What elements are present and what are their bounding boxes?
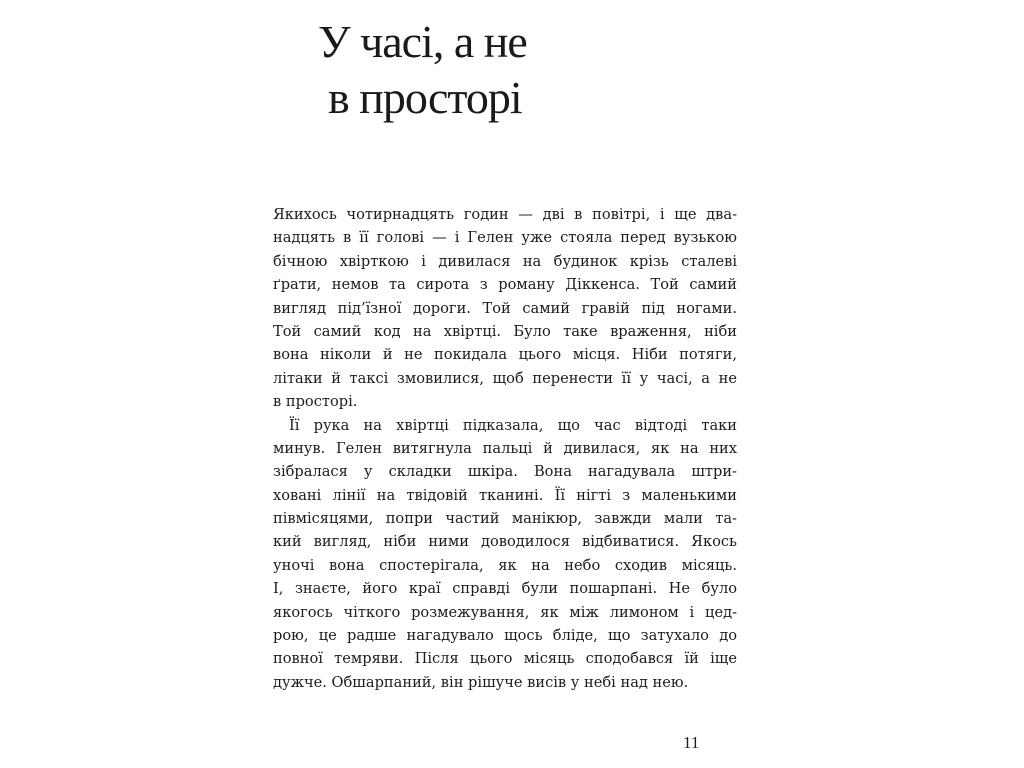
text-line: вона ніколи й не покидала цього місця. Ніби потяги, xyxy=(273,346,737,364)
text-line: зібралася у складки шкіра. Вона нагадувала штри- xyxy=(273,463,737,481)
text-line: ґрати, немов та сирота з роману Діккенса. Той самий xyxy=(273,276,737,294)
text-line: уночі вона спостерігала, як на небо сходив місяць. xyxy=(273,556,737,574)
text-line: Її рука на хвіртці підказала, що час відтоді таки xyxy=(289,416,737,434)
text-line: рою, це радше нагадувало щось бліде, що затухало до xyxy=(273,627,737,645)
text-line: якогось чіткого розмежування, як між лимоном і цед- xyxy=(273,603,737,621)
chapter-title-line-2: в просторі xyxy=(328,72,522,123)
body-text xyxy=(273,203,737,694)
paragraph-2 xyxy=(273,414,737,695)
text-line: бічною хвірткою і дивилася на будинок крізь сталеві xyxy=(273,252,737,270)
page-number: 11 xyxy=(683,733,700,752)
text-line: повної темряви. Після цього місяць сподобався їй іще xyxy=(273,650,737,668)
chapter-title-line-1: У часі, а не xyxy=(318,16,527,67)
text-line: кий вигляд, ніби ними доводилося відбиватися. Якось xyxy=(273,533,737,551)
text-line: Якихось чотирнадцять годин — дві в повітрі, і ще два- xyxy=(273,206,737,223)
text-line: дужче. Обшарпаний, він рішуче висів у небі над нею. xyxy=(273,673,689,691)
text-line: літаки й таксі змовилися, щоб перенести її у часі, а не xyxy=(273,369,737,387)
text-line: вигляд під’їзної дороги. Той самий гравій під ногами. xyxy=(273,299,737,317)
chapter-title xyxy=(318,14,527,126)
paragraph-1 xyxy=(273,203,737,414)
text-line: ховані лінії на твідовій тканині. Її нігті з маленькими xyxy=(273,486,737,504)
text-line: надцять в її голові — і Гелен уже стояла перед вузькою xyxy=(273,229,737,247)
text-line: півмісяцями, попри частий манікюр, завжди мали та- xyxy=(273,510,737,528)
text-line: минув. Гелен витягнула пальці й дивилася, як на них xyxy=(273,439,737,457)
text-line: Той самий код на хвіртці. Було таке враження, ніби xyxy=(273,322,737,340)
text-line: І, знаєте, його краї справді були пошарпані. Не було xyxy=(273,580,737,598)
text-line: в просторі. xyxy=(273,393,358,411)
